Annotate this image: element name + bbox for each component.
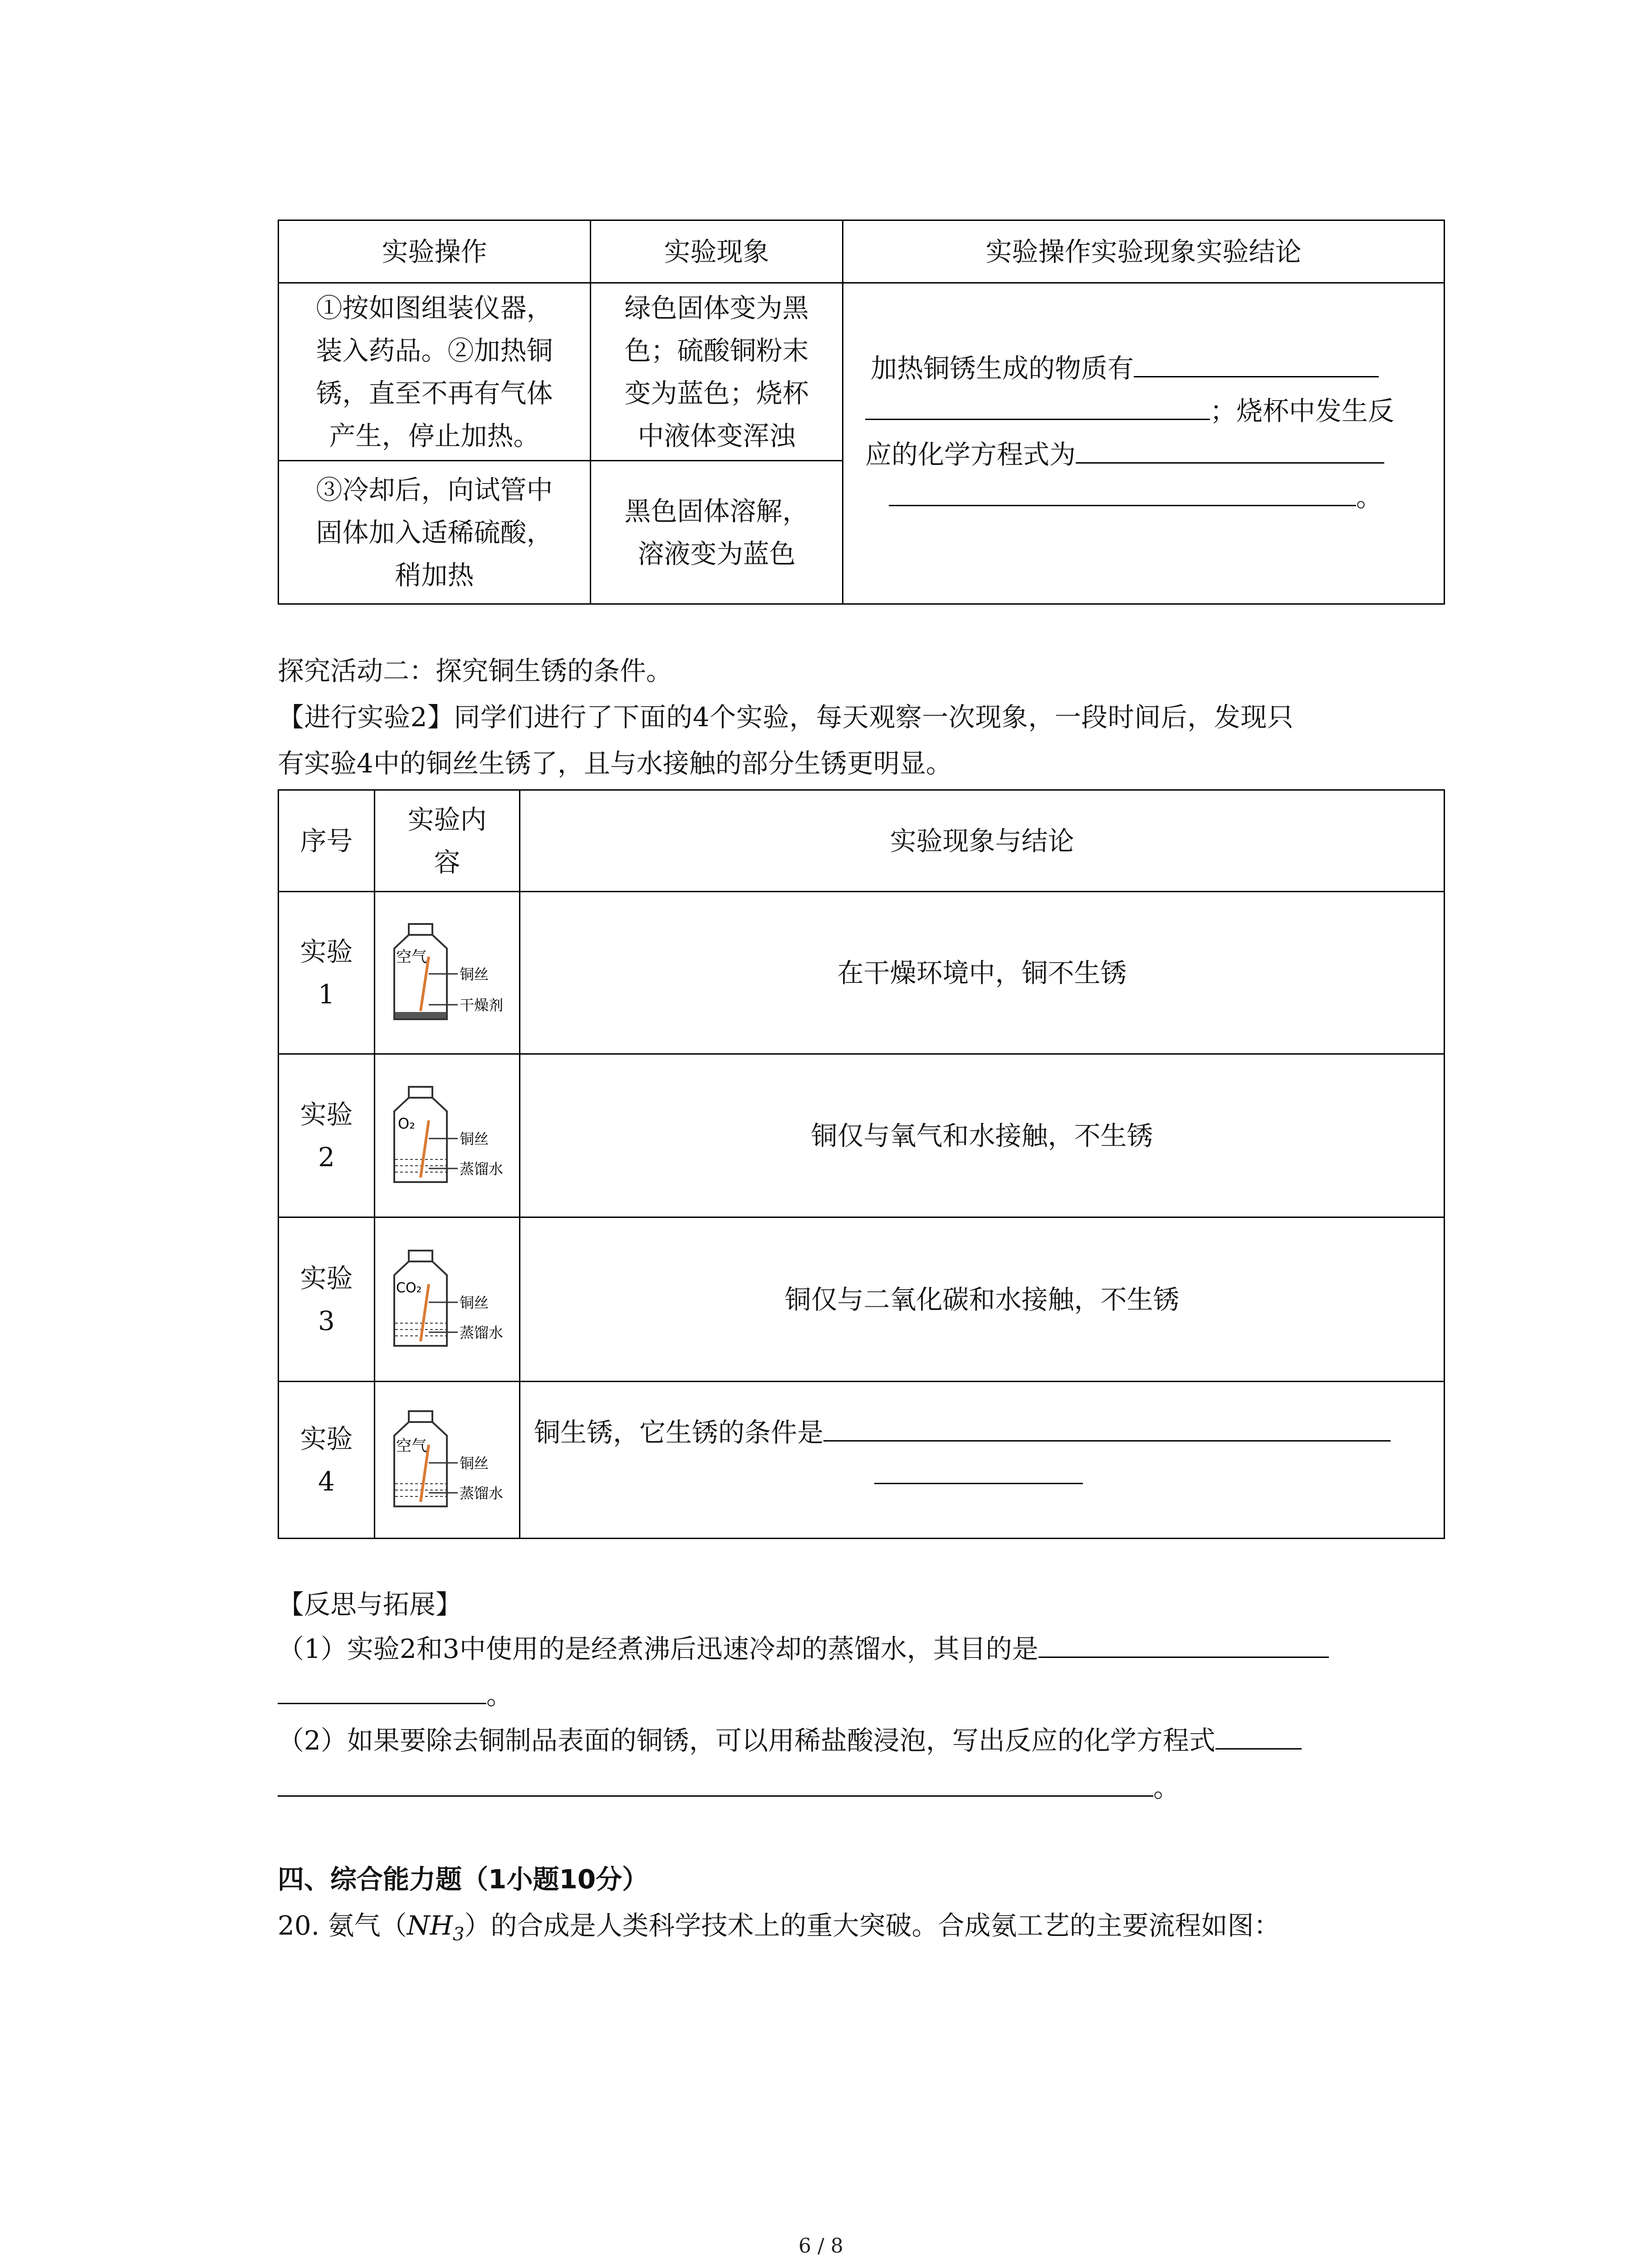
question-20-text-after: ）的合成是人类科学技术上的重大突破。合成氨工艺的主要流程如图：	[464, 1910, 1280, 1941]
reflection-q1-line2	[278, 1674, 513, 1716]
answer-blank-q2-cont[interactable]	[278, 1768, 1153, 1797]
question-20-text-before: 氨气（	[328, 1910, 407, 1941]
reflection-q1-end: 。	[486, 1680, 513, 1711]
experiment-table-1	[278, 220, 1445, 605]
jar-diagram-4	[382, 1406, 513, 1515]
table2-header-number: 序号	[279, 790, 375, 892]
gas-label: 空气	[396, 948, 427, 966]
table1-row1-operation: ①按如图组装仪器， 装入药品。②加热铜 锈，直至不再有气体 产生，停止加热。	[279, 283, 591, 461]
table-row	[279, 892, 1445, 1054]
wire-label: 铜丝	[459, 1294, 489, 1311]
conclusion-text-3: 应的化学方程式为	[865, 439, 1076, 470]
experiment-result-1: 在干燥环境中，铜不生锈	[520, 892, 1445, 1054]
experiment-label-1: 实验 1	[279, 892, 375, 1054]
question-20-number: 20.	[278, 1910, 320, 1941]
experiment-result-2: 铜仅与氧气和水接触，不生锈	[520, 1054, 1445, 1217]
table-row	[279, 1382, 1445, 1539]
wire-label: 铜丝	[459, 965, 489, 983]
reflection-q2-line2	[278, 1766, 1180, 1809]
table1-row2-phenomenon: 黑色固体溶解， 溶液变为蓝色	[591, 461, 843, 604]
experiment-label-2: 实验 2	[279, 1054, 375, 1217]
answer-blank-q1-cont[interactable]	[278, 1676, 486, 1704]
answer-blank-equation[interactable]	[1076, 435, 1384, 464]
gas-label: CO₂	[396, 1280, 422, 1296]
page-number: 6 / 8	[798, 2234, 843, 2258]
gas-label: 空气	[396, 1437, 427, 1455]
jar-diagram-1	[382, 919, 513, 1027]
wire-label: 铜丝	[459, 1130, 489, 1148]
section4-title: 四、综合能力题（1小题10分）	[278, 1864, 649, 1895]
answer-blank-equation-cont[interactable]	[889, 478, 1356, 506]
answer-blank-rust-condition[interactable]	[823, 1413, 1391, 1442]
table1-conclusion-cell	[843, 283, 1445, 604]
bottom-label: 干燥剂	[459, 996, 503, 1014]
table1-row2-operation: ③冷却后，向试管中 固体加入适稀硫酸， 稍加热	[279, 461, 591, 604]
table-row	[279, 1217, 1445, 1382]
bottom-label: 蒸馏水	[459, 1324, 503, 1341]
bottom-label: 蒸馏水	[459, 1160, 503, 1178]
reflection-q2-text: （2）如果要除去铜制品表面的铜锈，可以用稀盐酸浸泡，写出反应的化学方程式	[278, 1725, 1215, 1756]
activity2-title: 探究活动二：探究铜生锈的条件。	[278, 655, 673, 686]
bottom-label: 蒸馏水	[459, 1484, 503, 1502]
answer-blank-q2[interactable]	[1215, 1721, 1302, 1750]
experiment2-intro-line2: 有实验4中的铜丝生锈了，且与水接触的部分生锈更明显。	[278, 748, 952, 779]
answer-blank-rust-condition-cont[interactable]	[874, 1456, 1083, 1484]
experiment2-intro-line1: 【进行实验2】同学们进行了下面的4个实验，每天观察一次现象，一段时间后，发现只	[278, 702, 1294, 733]
experiment-label-4: 实验 4	[279, 1382, 375, 1539]
reflection-q2-line1	[278, 1719, 1302, 1762]
jar-diagram-3	[382, 1245, 513, 1354]
experiment-table-2	[278, 789, 1445, 1539]
table2-header-content: 实验内 容	[375, 790, 520, 892]
answer-blank-products-cont[interactable]	[865, 391, 1210, 420]
wire-label: 铜丝	[459, 1454, 489, 1472]
table1-header-conclusion: 实验操作实验现象实验结论	[843, 220, 1445, 283]
table-row	[279, 1054, 1445, 1217]
experiment-result-3: 铜仅与二氧化碳和水接触，不生锈	[520, 1217, 1445, 1382]
table1-header-operation: 实验操作	[279, 220, 591, 283]
reflection-q1-line1	[278, 1628, 1329, 1670]
conclusion-text-1: 加热铜锈生成的物质有	[871, 353, 1134, 384]
question-20	[278, 1904, 1280, 1956]
table1-row1-phenomenon: 绿色固体变为黑 色；硫酸铜粉末 变为蓝色；烧杯 中液体变浑浊	[591, 283, 843, 461]
answer-blank-q1[interactable]	[1038, 1629, 1329, 1658]
table1-header-phenomenon: 实验现象	[591, 220, 843, 283]
experiment-content-4	[375, 1382, 520, 1539]
reflection-q2-end: 。	[1153, 1772, 1180, 1803]
reflection-title: 【反思与拓展】	[278, 1589, 462, 1620]
reflection-q1-text: （1）实验2和3中使用的是经煮沸后迅速冷却的蒸馏水，其目的是	[278, 1633, 1038, 1664]
conclusion-end: 。	[1356, 482, 1383, 513]
jar-diagram-2	[382, 1081, 513, 1190]
result4-text: 铜生锈，它生锈的条件是	[534, 1417, 824, 1448]
experiment-result-4	[520, 1382, 1445, 1539]
answer-blank-products[interactable]	[1134, 349, 1379, 377]
experiment-label-3: 实验 3	[279, 1217, 375, 1382]
experiment-content-2	[375, 1054, 520, 1217]
gas-label: O₂	[397, 1114, 415, 1132]
conclusion-text-2: ；烧杯中发生反	[1210, 396, 1395, 426]
experiment-content-3	[375, 1217, 520, 1382]
experiment-content-1	[375, 892, 520, 1054]
table2-header-result: 实验现象与结论	[520, 790, 1445, 892]
ammonia-formula: $NH_3$	[407, 1910, 465, 1945]
